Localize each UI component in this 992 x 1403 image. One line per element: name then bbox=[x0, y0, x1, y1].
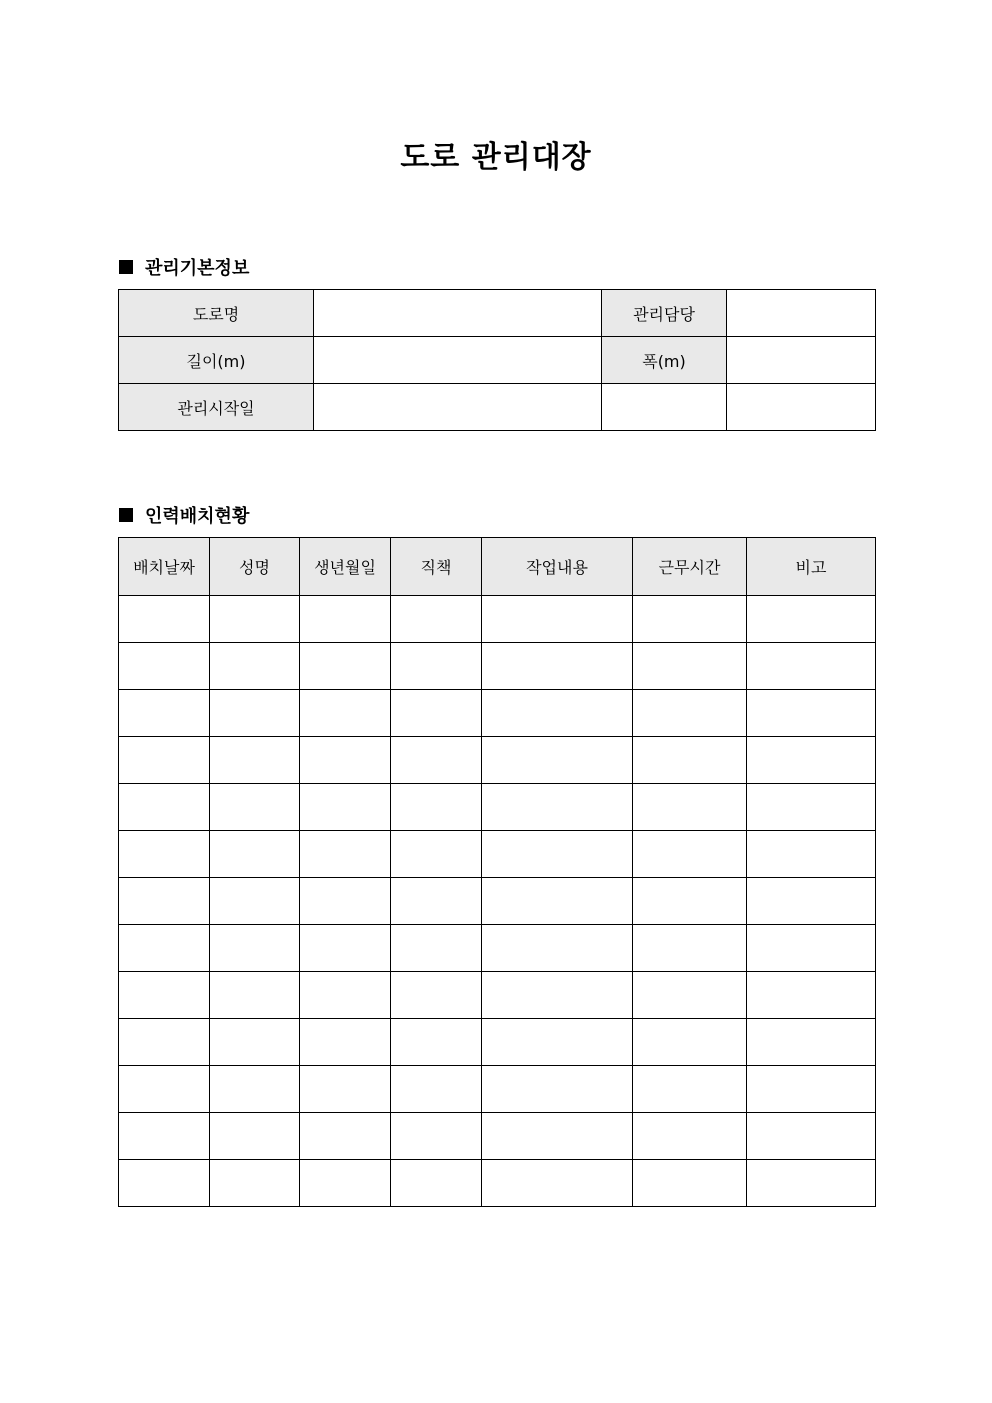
table-row bbox=[119, 1066, 876, 1113]
table-cell[interactable] bbox=[119, 1019, 210, 1066]
table-cell[interactable] bbox=[482, 1019, 633, 1066]
table-cell[interactable] bbox=[210, 690, 300, 737]
table-cell[interactable] bbox=[482, 878, 633, 925]
empty-cell[interactable] bbox=[727, 384, 876, 431]
table-cell[interactable] bbox=[119, 737, 210, 784]
table-cell[interactable] bbox=[747, 690, 876, 737]
table-cell[interactable] bbox=[633, 972, 747, 1019]
table-row bbox=[119, 690, 876, 737]
table-cell[interactable] bbox=[119, 784, 210, 831]
table-cell[interactable] bbox=[300, 784, 391, 831]
table-cell[interactable] bbox=[633, 1160, 747, 1207]
section-title-staff-label: 인력배치현황 bbox=[145, 506, 250, 527]
table-row bbox=[119, 784, 876, 831]
table-cell[interactable] bbox=[391, 1019, 482, 1066]
table-cell[interactable] bbox=[747, 1066, 876, 1113]
table-row bbox=[119, 1160, 876, 1207]
table-cell[interactable] bbox=[482, 1160, 633, 1207]
table-cell[interactable] bbox=[300, 596, 391, 643]
width-value[interactable] bbox=[727, 337, 876, 384]
table-cell[interactable] bbox=[633, 878, 747, 925]
table-cell[interactable] bbox=[119, 690, 210, 737]
length-value[interactable] bbox=[314, 337, 602, 384]
column-header-position: 직책 bbox=[391, 538, 482, 596]
table-cell[interactable] bbox=[482, 737, 633, 784]
basic-info-table bbox=[118, 289, 876, 431]
basic-info-row-2 bbox=[119, 337, 876, 384]
table-row bbox=[119, 1019, 876, 1066]
column-header-birthdate: 생년월일 bbox=[300, 538, 391, 596]
table-cell[interactable] bbox=[747, 1113, 876, 1160]
document-title: 도로 관리대장 bbox=[400, 140, 592, 175]
table-cell[interactable] bbox=[633, 925, 747, 972]
table-cell[interactable] bbox=[119, 1066, 210, 1113]
table-cell[interactable] bbox=[747, 1019, 876, 1066]
table-cell[interactable] bbox=[300, 1066, 391, 1113]
table-cell[interactable] bbox=[210, 1113, 300, 1160]
table-cell[interactable] bbox=[119, 878, 210, 925]
column-header-name: 성명 bbox=[210, 538, 300, 596]
staff-header-row bbox=[119, 538, 876, 596]
table-cell[interactable] bbox=[210, 784, 300, 831]
table-row bbox=[119, 925, 876, 972]
table-cell[interactable] bbox=[210, 831, 300, 878]
table-cell[interactable] bbox=[633, 643, 747, 690]
table-cell[interactable] bbox=[633, 737, 747, 784]
table-row bbox=[119, 737, 876, 784]
section-title-staff bbox=[119, 502, 249, 528]
table-cell[interactable] bbox=[119, 596, 210, 643]
table-cell[interactable] bbox=[747, 596, 876, 643]
table-cell[interactable] bbox=[210, 1160, 300, 1207]
table-cell[interactable] bbox=[210, 1019, 300, 1066]
table-cell[interactable] bbox=[391, 1066, 482, 1113]
section-title-basic-info-label: 관리기본정보 bbox=[145, 258, 250, 279]
table-row bbox=[119, 831, 876, 878]
table-cell[interactable] bbox=[300, 972, 391, 1019]
table-cell[interactable] bbox=[119, 1160, 210, 1207]
table-cell[interactable] bbox=[119, 972, 210, 1019]
table-row bbox=[119, 878, 876, 925]
table-cell[interactable] bbox=[482, 690, 633, 737]
table-cell[interactable] bbox=[633, 1113, 747, 1160]
table-row bbox=[119, 643, 876, 690]
table-cell[interactable] bbox=[391, 1160, 482, 1207]
table-cell[interactable] bbox=[300, 690, 391, 737]
table-cell[interactable] bbox=[747, 972, 876, 1019]
table-cell[interactable] bbox=[391, 784, 482, 831]
table-cell[interactable] bbox=[391, 643, 482, 690]
table-cell[interactable] bbox=[119, 643, 210, 690]
table-row bbox=[119, 1113, 876, 1160]
table-cell[interactable] bbox=[391, 737, 482, 784]
width-label: 폭(m) bbox=[602, 337, 727, 384]
start-date-value[interactable] bbox=[314, 384, 602, 431]
table-cell[interactable] bbox=[300, 643, 391, 690]
table-cell[interactable] bbox=[391, 878, 482, 925]
table-cell[interactable] bbox=[300, 1113, 391, 1160]
table-cell[interactable] bbox=[747, 643, 876, 690]
column-header-remarks: 비고 bbox=[747, 538, 876, 596]
table-cell[interactable] bbox=[747, 1160, 876, 1207]
column-header-hours: 근무시간 bbox=[633, 538, 747, 596]
manager-value[interactable] bbox=[727, 290, 876, 337]
table-row bbox=[119, 972, 876, 1019]
table-cell[interactable] bbox=[633, 690, 747, 737]
length-label: 길이(m) bbox=[119, 337, 314, 384]
table-cell[interactable] bbox=[210, 972, 300, 1019]
table-cell[interactable] bbox=[391, 831, 482, 878]
table-cell[interactable] bbox=[210, 878, 300, 925]
table-cell[interactable] bbox=[482, 1113, 633, 1160]
table-cell[interactable] bbox=[633, 1066, 747, 1113]
staff-table-body bbox=[119, 596, 876, 1207]
manager-label: 관리담당 bbox=[602, 290, 727, 337]
table-cell[interactable] bbox=[210, 1066, 300, 1113]
table-cell[interactable] bbox=[210, 643, 300, 690]
table-cell[interactable] bbox=[119, 1113, 210, 1160]
table-cell[interactable] bbox=[482, 596, 633, 643]
table-cell[interactable] bbox=[391, 596, 482, 643]
table-cell[interactable] bbox=[482, 1066, 633, 1113]
start-date-label: 관리시작일 bbox=[119, 384, 314, 431]
table-cell[interactable] bbox=[482, 784, 633, 831]
table-cell[interactable] bbox=[482, 925, 633, 972]
table-cell[interactable] bbox=[747, 737, 876, 784]
table-row bbox=[119, 596, 876, 643]
basic-info-row-3 bbox=[119, 384, 876, 431]
table-cell[interactable] bbox=[747, 831, 876, 878]
table-cell[interactable] bbox=[210, 737, 300, 784]
basic-info-row-1 bbox=[119, 290, 876, 337]
table-cell[interactable] bbox=[747, 925, 876, 972]
square-bullet-icon bbox=[119, 260, 133, 274]
table-cell[interactable] bbox=[300, 1160, 391, 1207]
table-cell[interactable] bbox=[300, 1019, 391, 1066]
table-cell[interactable] bbox=[300, 737, 391, 784]
column-header-work: 작업내용 bbox=[482, 538, 633, 596]
staff-table bbox=[118, 537, 876, 1207]
table-cell[interactable] bbox=[119, 831, 210, 878]
column-header-date: 배치날짜 bbox=[119, 538, 210, 596]
table-cell[interactable] bbox=[391, 1113, 482, 1160]
road-name-value[interactable] bbox=[314, 290, 602, 337]
table-cell[interactable] bbox=[210, 925, 300, 972]
table-cell[interactable] bbox=[633, 831, 747, 878]
table-cell[interactable] bbox=[210, 596, 300, 643]
table-cell[interactable] bbox=[482, 972, 633, 1019]
empty-cell[interactable] bbox=[602, 384, 727, 431]
square-bullet-icon bbox=[119, 508, 133, 522]
table-cell[interactable] bbox=[119, 925, 210, 972]
table-cell[interactable] bbox=[633, 596, 747, 643]
table-cell[interactable] bbox=[300, 925, 391, 972]
table-cell[interactable] bbox=[391, 972, 482, 1019]
table-cell[interactable] bbox=[747, 784, 876, 831]
table-cell[interactable] bbox=[482, 831, 633, 878]
table-cell[interactable] bbox=[482, 643, 633, 690]
road-name-label: 도로명 bbox=[119, 290, 314, 337]
table-cell[interactable] bbox=[300, 831, 391, 878]
table-cell[interactable] bbox=[633, 1019, 747, 1066]
section-title-basic-info bbox=[119, 254, 249, 280]
table-cell[interactable] bbox=[633, 784, 747, 831]
table-cell[interactable] bbox=[747, 878, 876, 925]
table-cell[interactable] bbox=[391, 925, 482, 972]
table-cell[interactable] bbox=[300, 878, 391, 925]
table-cell[interactable] bbox=[391, 690, 482, 737]
